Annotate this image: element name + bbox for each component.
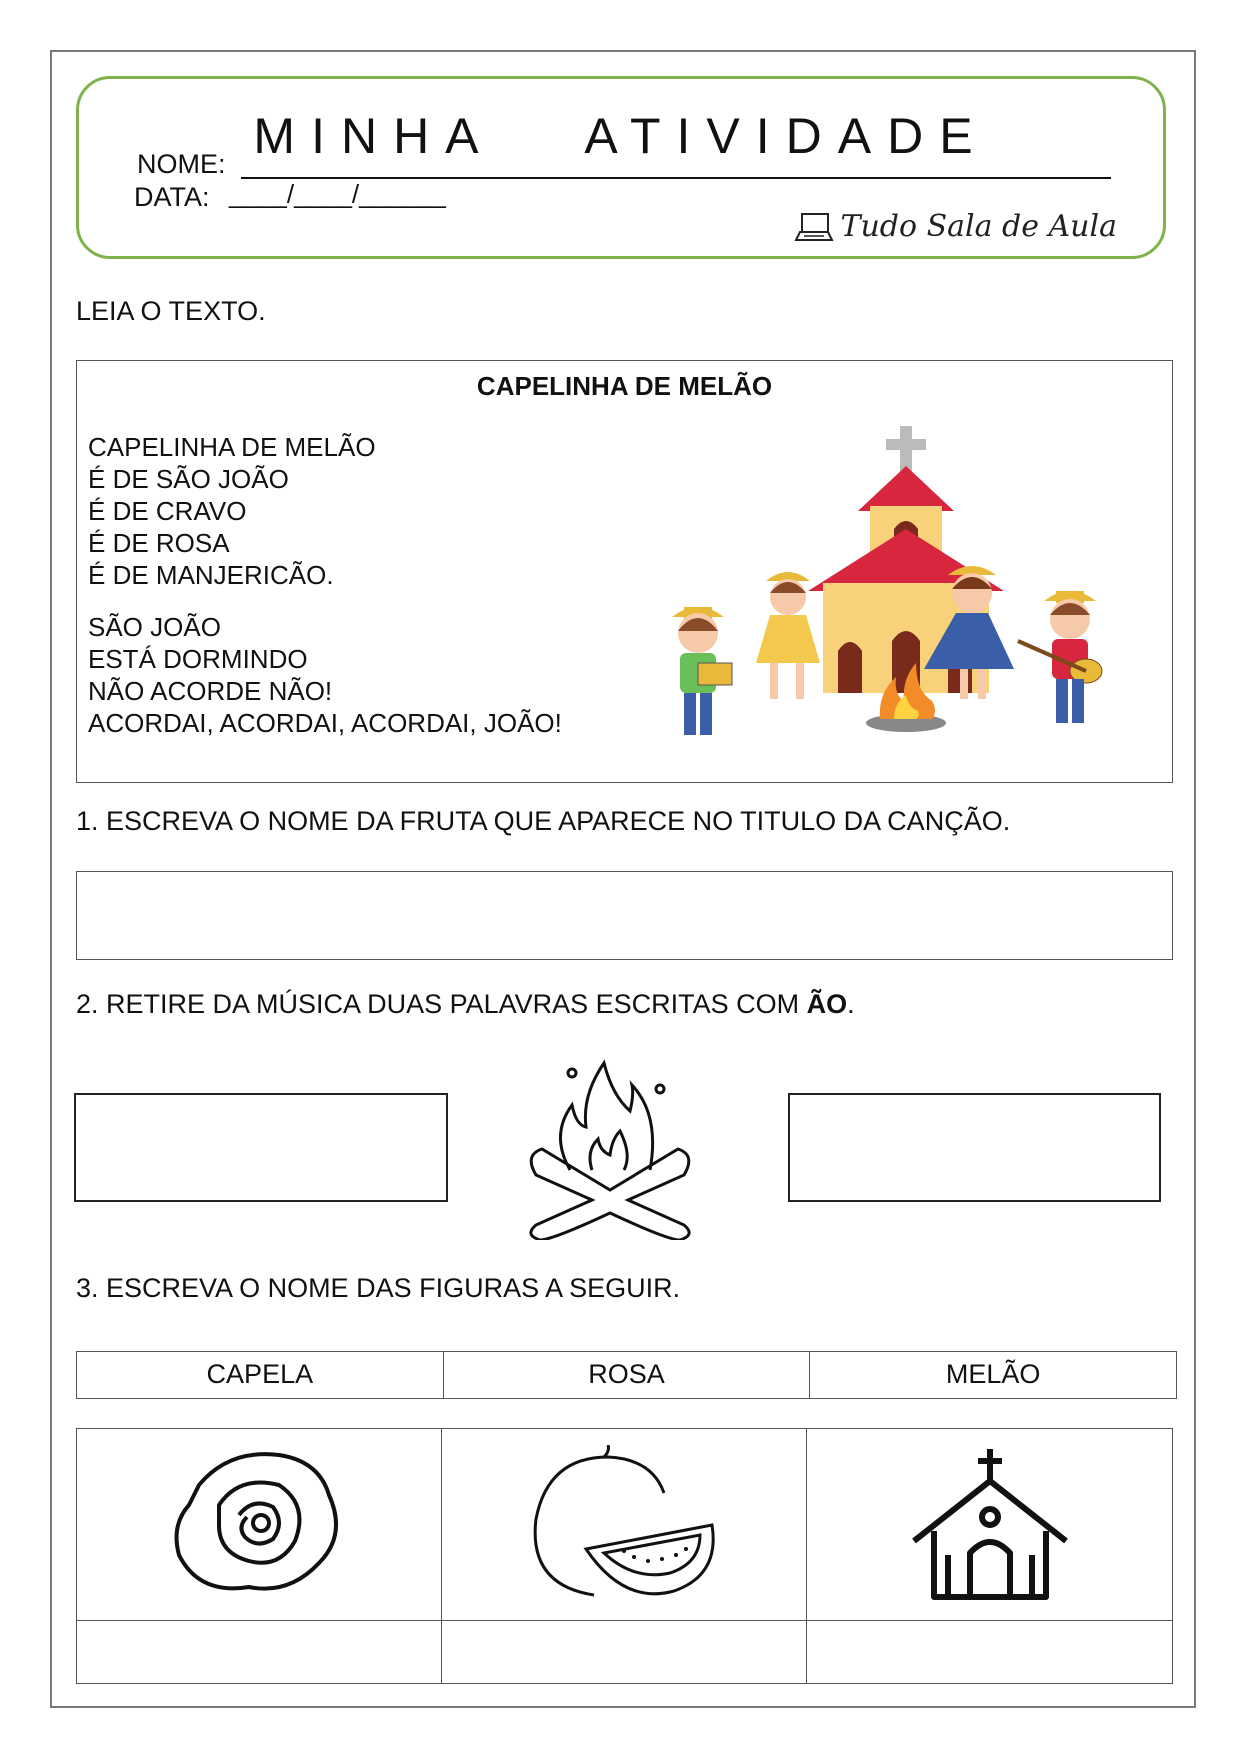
campfire-outline-icon <box>520 1055 700 1240</box>
instruction-read: LEIA O TEXTO. <box>76 296 266 326</box>
question-1: 1. ESCREVA O NOME DA FRUTA QUE APARECE NO TITULO DA CANÇÃO. <box>76 806 1011 836</box>
date-label: DATA: <box>134 182 210 212</box>
poem-line: É DE MANJERICÃO. <box>88 560 334 590</box>
melon-icon <box>524 1445 724 1605</box>
answer-box-q1[interactable] <box>76 871 1173 960</box>
laptop-icon <box>792 210 836 244</box>
poem-line: É DE SÃO JOÃO <box>88 464 289 494</box>
poem-box <box>76 360 1173 783</box>
poem-line: CAPELINHA DE MELÃO <box>88 432 376 462</box>
festa-junina-illustration <box>658 401 1158 771</box>
poem-title: CAPELINHA DE MELÃO <box>476 371 773 401</box>
question-2 <box>76 989 855 1020</box>
kid-dancing-girl-icon <box>756 572 820 699</box>
answer-box-q2-left[interactable] <box>74 1093 448 1202</box>
poem-line: É DE ROSA <box>88 528 230 558</box>
word-label: MELÃO <box>945 1359 1041 1389</box>
rose-icon <box>169 1445 349 1605</box>
name-label: NOME: <box>137 149 226 179</box>
question-2-bold: ÃO <box>806 989 848 1019</box>
figure-cell-chapel <box>807 1429 1172 1621</box>
poem-line: NÃO ACORDE NÃO! <box>88 676 333 706</box>
figures-table <box>76 1428 1173 1684</box>
figure-cell-rose <box>77 1429 442 1621</box>
figure-cell-melon <box>442 1429 807 1621</box>
poem-text <box>88 431 562 739</box>
poem-line: ESTÁ DORMINDO <box>88 644 308 674</box>
title-word-1: MINHA <box>253 108 495 164</box>
word-label: ROSA <box>444 1352 811 1398</box>
logo <box>792 209 1117 244</box>
question-3: 3. ESCREVA O NOME DAS FIGURAS A SEGUIR. <box>76 1273 681 1303</box>
question-2-end: . <box>847 989 855 1019</box>
kid-accordion-icon <box>672 607 732 735</box>
kid-guitar-icon <box>1018 591 1102 723</box>
figure-answer-cell[interactable] <box>442 1621 807 1683</box>
page-title <box>79 107 1163 165</box>
word-labels-row <box>76 1351 1177 1399</box>
question-2-text: 2. RETIRE DA MÚSICA DUAS PALAVRAS ESCRITAS COM <box>76 989 807 1019</box>
poem-line: É DE CRAVO <box>88 496 247 526</box>
poem-line: ACORDAI, ACORDAI, ACORDAI, JOÃO! <box>88 708 562 738</box>
figure-answer-cell[interactable] <box>77 1621 442 1683</box>
title-word-2: ATIVIDADE <box>584 108 989 164</box>
logo-text: Tudo Sala de Aula <box>840 209 1117 244</box>
chapel-icon <box>910 1445 1070 1605</box>
poem-line: SÃO JOÃO <box>88 612 221 642</box>
figure-answer-cell[interactable] <box>807 1621 1172 1683</box>
date-field[interactable]: ____/____/______ <box>229 179 446 209</box>
header-box <box>76 76 1166 259</box>
word-label: CAPELA <box>77 1352 444 1398</box>
answer-box-q2-right[interactable] <box>788 1093 1161 1202</box>
